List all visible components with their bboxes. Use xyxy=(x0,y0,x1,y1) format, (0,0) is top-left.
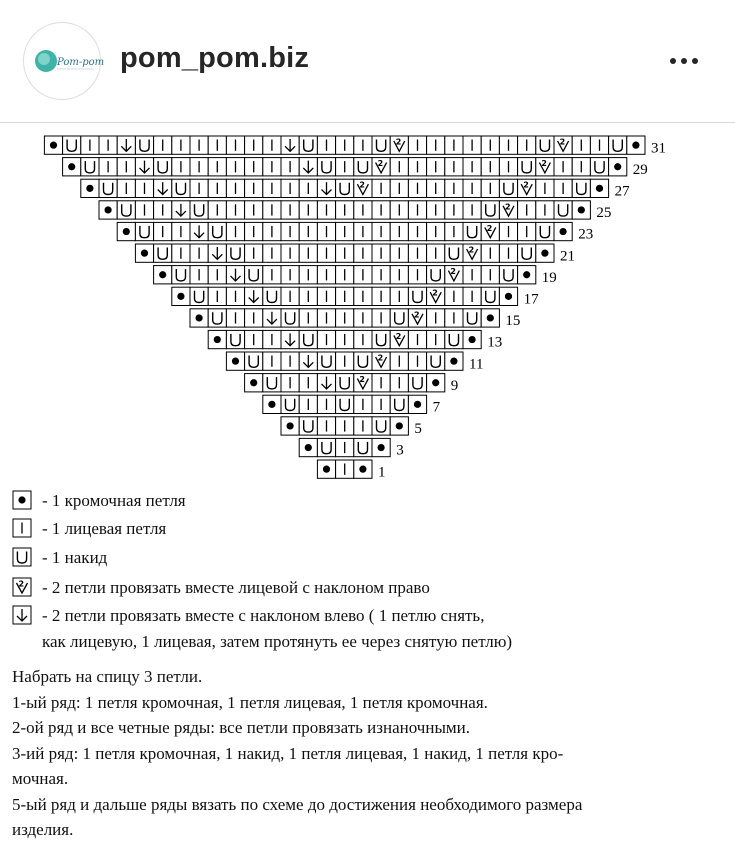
chart-row xyxy=(44,136,645,154)
chart-row xyxy=(317,460,372,478)
legend-text: - 1 кромочная петля xyxy=(42,491,186,510)
k2tog-right-icon xyxy=(12,577,32,597)
chart-row xyxy=(208,330,481,348)
chart-row xyxy=(263,395,427,413)
knitting-chart xyxy=(0,122,735,481)
svg-text:2: 2 xyxy=(377,353,384,363)
ellipsis-dot xyxy=(681,58,687,64)
instruction-line: изделия. xyxy=(12,820,74,839)
svg-text:2: 2 xyxy=(450,267,456,277)
row-label: 3 xyxy=(396,442,404,459)
svg-text:2: 2 xyxy=(414,310,420,320)
legend-text: - 2 петли провязать вместе с наклоном влево ( 1 петлю снять, xyxy=(42,606,485,625)
ellipsis-dot xyxy=(692,58,698,64)
legend-text: - 1 накид xyxy=(42,548,108,567)
row-label: 25 xyxy=(596,205,612,222)
chart-row xyxy=(154,266,536,284)
legend xyxy=(0,484,735,664)
legend-text: - 2 петли провязать вместе лицевой с наклоном право xyxy=(42,578,430,597)
svg-text:2: 2 xyxy=(18,579,25,589)
pompom-logo-icon xyxy=(24,23,105,99)
instructions xyxy=(12,664,732,843)
svg-text:2: 2 xyxy=(395,137,402,147)
legend-text: - 1 лицевая петля xyxy=(42,519,167,538)
ellipsis-icon xyxy=(670,58,676,64)
row-label: 23 xyxy=(578,226,594,243)
row-label: 9 xyxy=(450,377,459,394)
chart-row xyxy=(245,374,445,392)
post-header xyxy=(0,0,735,123)
svg-text:2: 2 xyxy=(432,288,438,298)
row-label: 29 xyxy=(632,161,648,178)
row-label: 7 xyxy=(432,399,441,416)
svg-text:2: 2 xyxy=(505,202,511,212)
row-label: 19 xyxy=(541,269,557,286)
chart-row xyxy=(281,417,408,435)
row-label: 5 xyxy=(414,421,422,438)
avatar[interactable] xyxy=(23,22,105,100)
svg-text:2: 2 xyxy=(486,223,493,233)
yarn-over-u-icon xyxy=(12,547,32,567)
instruction-line: 3-ий ряд: 1 петля кромочная, 1 накид, 1 петля лицевая, 1 накид, 1 петля кро- xyxy=(12,743,564,763)
row-label: 17 xyxy=(523,291,539,308)
row-label: 15 xyxy=(505,313,521,330)
row-label: 11 xyxy=(469,356,484,373)
instruction-line: 2-ой ряд и все четные ряды: все петли провязать изнаночными. xyxy=(12,718,470,737)
instruction-line: Набрать на спицу 3 петли. xyxy=(12,667,203,686)
row-label: 13 xyxy=(487,334,503,351)
chart-row xyxy=(172,287,518,305)
chart-row xyxy=(63,158,627,176)
svg-text:2: 2 xyxy=(359,180,365,190)
instruction-line: 1-ый ряд: 1 петля кромочная, 1 петля лицевая, 1 петля кромочная. xyxy=(12,692,488,712)
chart-row xyxy=(299,438,390,456)
ssk-left-icon xyxy=(12,605,32,625)
chart-row xyxy=(81,179,609,197)
row-label: 31 xyxy=(651,140,666,157)
svg-text:2: 2 xyxy=(468,245,475,255)
svg-text:2: 2 xyxy=(395,331,402,341)
row-label: 27 xyxy=(614,183,630,200)
legend-text-continued: как лицевую, 1 лицевая, затем протянуть ее через снятую петлю) xyxy=(42,632,513,651)
svg-text:2: 2 xyxy=(359,375,365,385)
chart-row xyxy=(99,201,590,219)
chart-row xyxy=(117,222,572,240)
username[interactable]: pom_pom.biz xyxy=(120,42,310,74)
row-label: 21 xyxy=(560,248,575,265)
svg-text:2: 2 xyxy=(377,159,384,169)
knit-stitch-bar-icon xyxy=(12,518,32,538)
avatar-label: Pom-pom xyxy=(57,57,105,68)
chart-row xyxy=(190,309,499,327)
row-label: 1 xyxy=(378,464,386,481)
svg-text:2: 2 xyxy=(559,137,566,147)
instruction-line: 5-ый ряд и дальше ряды вязать по схеме до достижения необходимого размера xyxy=(12,794,583,814)
svg-text:2: 2 xyxy=(541,159,547,169)
edge-stitch-dot-icon xyxy=(12,490,32,510)
more-options-button[interactable] xyxy=(664,45,704,75)
svg-text:2: 2 xyxy=(523,180,529,190)
chart-row xyxy=(226,352,463,370)
instruction-line: мочная. xyxy=(12,769,69,788)
chart-row xyxy=(135,244,554,262)
